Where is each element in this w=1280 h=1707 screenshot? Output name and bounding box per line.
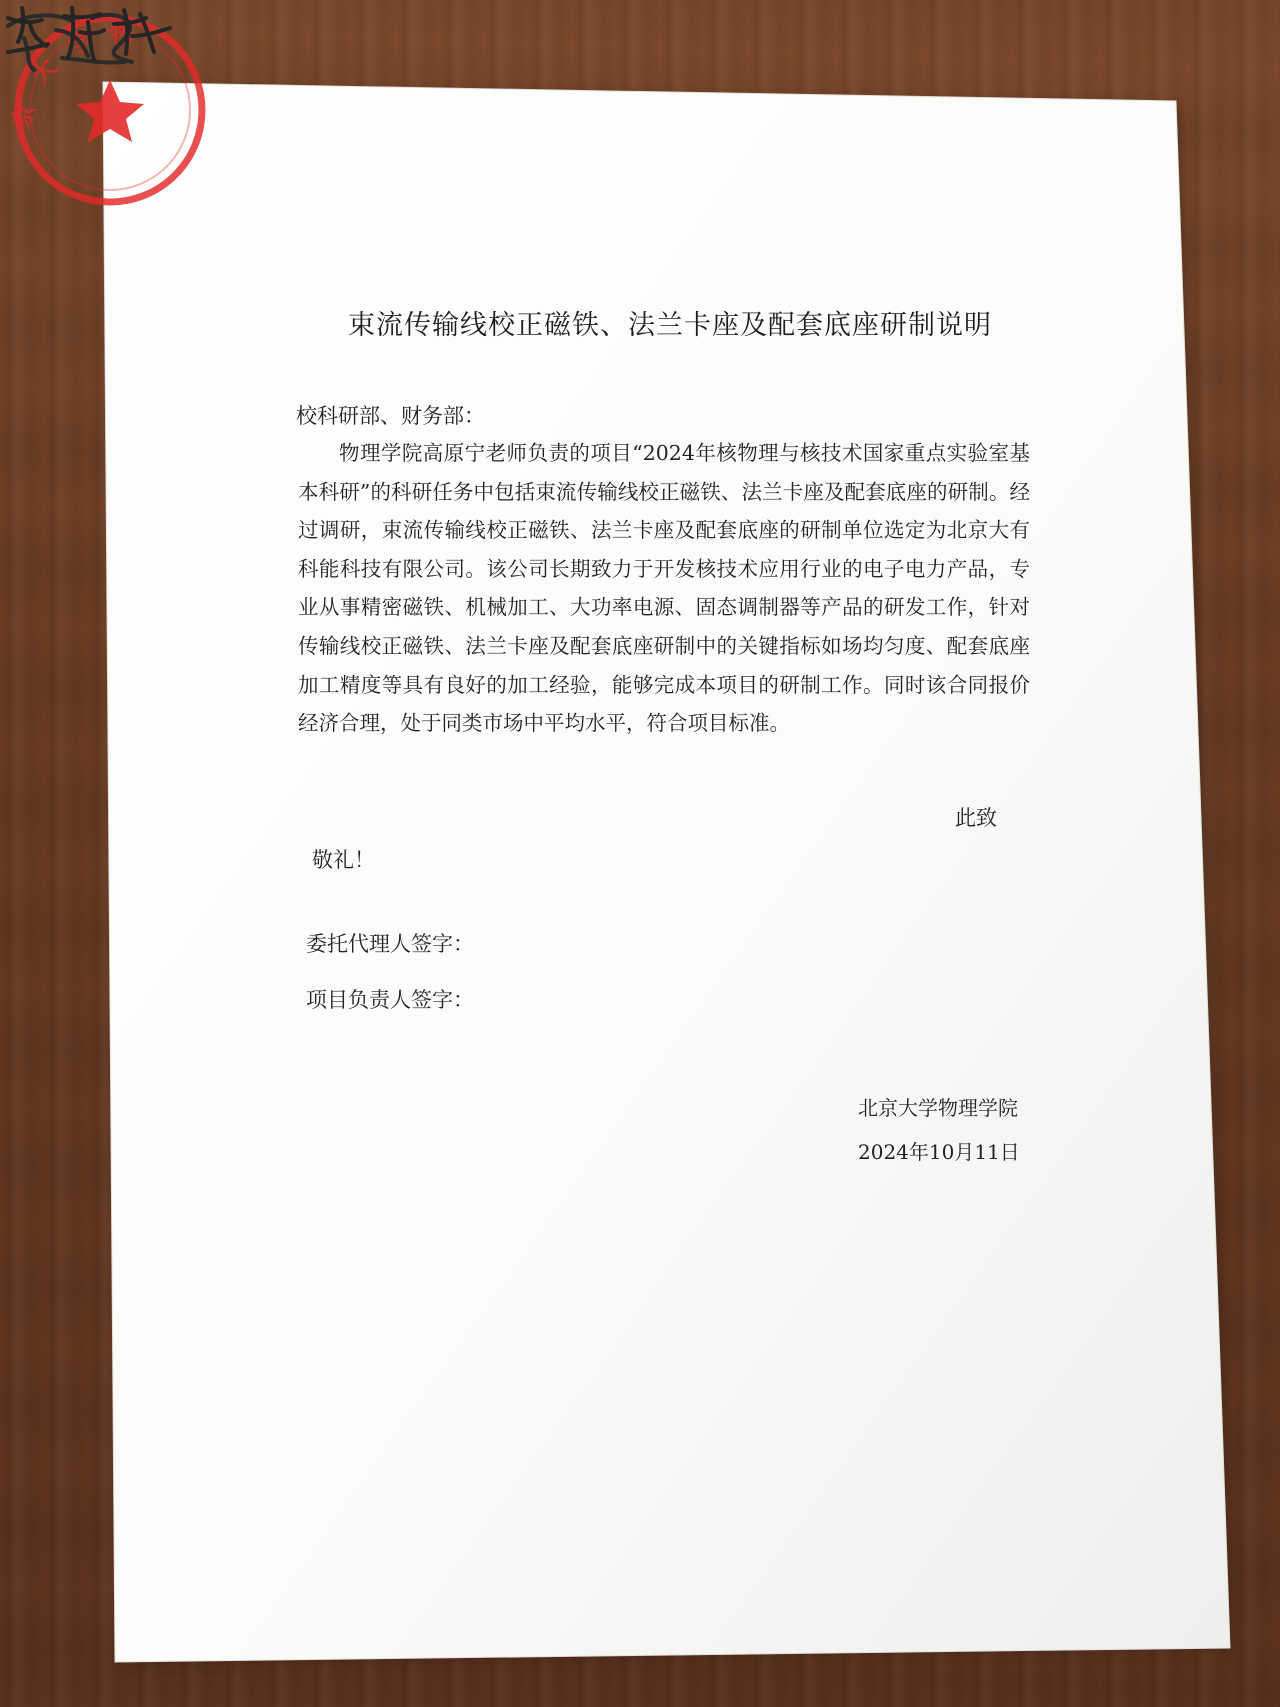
svg-text:大: 大 [25, 53, 63, 91]
star-icon [76, 80, 144, 142]
document-title: 束流传输线校正磁铁、法兰卡座及配套底座研制说明 [348, 310, 992, 341]
svg-text:物: 物 [110, 20, 134, 48]
svg-text:学: 学 [63, 25, 97, 61]
closing-line-2: 敬礼！ [312, 848, 375, 872]
document-date: 2024年10月11日 [858, 1140, 1020, 1164]
agent-signature-label: 委托代理人签字： [306, 932, 474, 956]
body-paragraph: 物理学院高原宁老师负责的项目“2024年核物理与核技术国家重点实验室基本科研”的科研任务中包括束流传输线校正磁铁、法兰卡座及配套底座的研制。经过调研，束流传输线校正磁铁、法兰卡座及配套底座的研制单位选定为北京大有科能科技有限公司。该公司长期致力于开发核技术应用行业的电子电力产品，专业从事精密磁铁、机械加工、大功率电源、固态调制器等产品的研发工作，针对传输线校正磁铁、法兰卡座及配套底座研制中的关键指标如场均匀度、配套底座加工精度等具有良好的加工经验，能够完成本项目的研制工作。同时该合同报价经济合理，处于同类市场中平均水平，符合项目标准。 [298, 441, 1030, 736]
closing-line-1: 此致 [955, 806, 997, 830]
svg-text:京: 京 [7, 100, 42, 132]
greeting: 校科研部、财务部： [296, 404, 485, 428]
organization-name: 北京大学物理学院 [858, 1096, 1018, 1120]
project-leader-signature-label: 项目负责人签字： [306, 988, 474, 1012]
project-leader-handwritten-signature-icon [0, 0, 180, 70]
